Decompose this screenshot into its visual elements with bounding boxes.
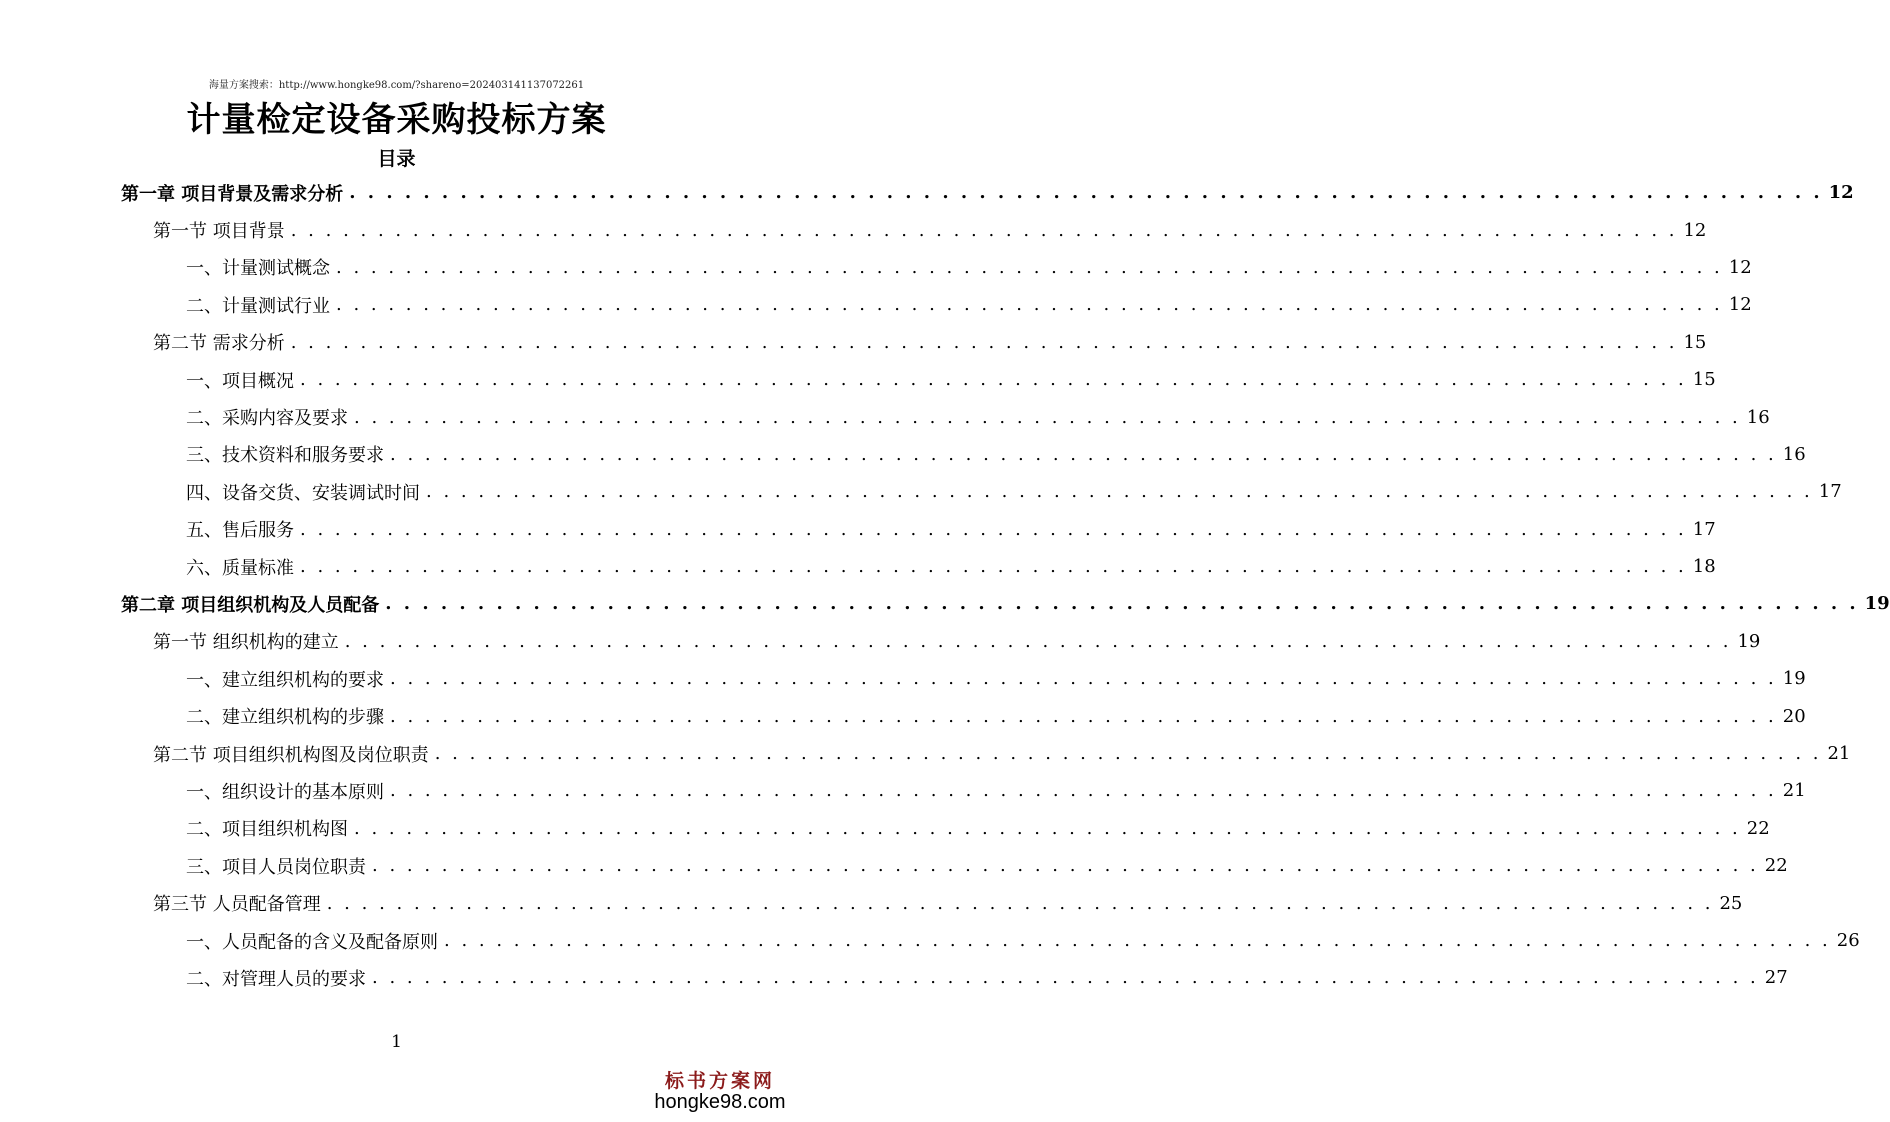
toc-item-row[interactable] [0,249,1752,286]
toc-entry-label: 一、人员配备的含义及配备原则 [186,931,438,953]
toc-entry-label: 第二节 需求分析 [153,333,285,355]
toc-section-row[interactable] [0,211,1707,248]
toc-entry-page: 17 [1818,481,1842,503]
toc-item-row[interactable] [0,922,1860,959]
toc-entry-label: 第一章 项目背景及需求分析 [121,183,344,205]
toc-leader-dots: . . . . . . . . . . . . . . . . . . . . . . . . . . . . . . . . . . . . . . . . . . . . . . . . . . . . . . . . . . . . . . . . . . . . . . . . . . . . . . . . [300,518,1687,540]
toc-entry-page: 20 [1782,705,1806,727]
toc-entry-label: 二、计量测试行业 [186,295,330,317]
toc-entry-page: 16 [1782,443,1806,465]
toc-item-row[interactable] [0,548,1716,585]
toc-entry-page: 21 [1827,743,1851,765]
watermark-cn-text: 标书方案网 [664,1070,775,1092]
toc-entry-page: 12 [1728,256,1752,278]
toc-entry-label: 第二节 项目组织机构图及岗位职责 [153,744,429,766]
watermark-logo [650,1066,790,1114]
toc-item-row[interactable] [0,847,1788,884]
toc-entry-label: 一、组织设计的基本原则 [186,781,384,803]
toc-entry-page: 16 [1746,406,1770,428]
toc-leader-dots: . . . . . . . . . . . . . . . . . . . . . . . . . . . . . . . . . . . . . . . . . . . . . . . . . . . . . . . . . . . . . . . . . . . . . . . . . . . . . . . . [326,892,1714,914]
toc-chapter-row[interactable] [0,585,1890,622]
toc-entry-page: 27 [1764,967,1788,989]
toc-section-row[interactable] [0,735,1851,772]
toc-entry-label: 五、售后服务 [186,520,294,542]
toc-leader-dots: . . . . . . . . . . . . . . . . . . . . . . . . . . . . . . . . . . . . . . . . . . . . . . . . . . . . . . . . . . . . . . . . . . . . . . . . . . . . . . . . [434,743,1822,765]
toc-entry-label: 二、建立组织机构的步骤 [186,707,384,729]
toc-entry-page: 25 [1719,892,1743,914]
toc-item-row[interactable] [0,511,1716,548]
table-of-contents [0,174,1890,997]
toc-item-row[interactable] [0,660,1806,697]
toc-entry-label: 四、设备交货、安装调试时间 [186,482,420,504]
watermark-en-text: hongke98.com [654,1091,786,1113]
toc-entry-page: 18 [1692,556,1716,578]
toc-entry-label: 二、对管理人员的要求 [186,968,366,990]
toc-entry-page: 22 [1764,855,1788,877]
toc-item-row[interactable] [0,697,1806,734]
toc-entry-page: 19 [1864,593,1890,615]
toc-entry-label: 三、项目人员岗位职责 [186,856,366,878]
toc-entry-label: 第一节 组织机构的建立 [153,632,339,654]
toc-entry-label: 二、采购内容及要求 [186,408,348,430]
toc-chapter-row[interactable] [0,174,1854,211]
toc-entry-page: 19 [1782,668,1806,690]
toc-leader-dots: . . . . . . . . . . . . . . . . . . . . . . . . . . . . . . . . . . . . . . . . . . . . . . . . . . . . . . . . . . . . . . . . . . . . . . . . . . . . . . . . [390,443,1777,465]
toc-leader-dots: . . . . . . . . . . . . . . . . . . . . . . . . . . . . . . . . . . . . . . . . . . . . . . . . . . . . . . . . . . . . . . . . . . . . . . . . . . . . . . . . [390,780,1777,802]
toc-entry-label: 二、项目组织机构图 [186,819,348,841]
toc-entry-page: 22 [1746,817,1770,839]
toc-entry-label: 一、计量测试概念 [186,258,330,280]
toc-entry-page: 12 [1683,219,1707,241]
toc-entry-page: 17 [1692,518,1716,540]
toc-leader-dots: . . . . . . . . . . . . . . . . . . . . . . . . . . . . . . . . . . . . . . . . . . . . . . . . . . . . . . . . . . . . . . . . . . . . . . . . . . . . . . . . [426,481,1813,503]
toc-entry-page: 15 [1692,369,1716,391]
toc-leader-dots: . . . . . . . . . . . . . . . . . . . . . . . . . . . . . . . . . . . . . . . . . . . . . . . . . . . . . . . . . . . . . . . . . . . . . . . . . . . . . . . . [372,967,1759,989]
toc-section-row[interactable] [0,324,1707,361]
toc-leader-dots: . . . . . . . . . . . . . . . . . . . . . . . . . . . . . . . . . . . . . . . . . . . . . . . . . . . . . . . . . . . . . . . . . . . . . . . . . . . . . . . . [336,294,1723,316]
toc-entry-page: 21 [1782,780,1806,802]
toc-item-row[interactable] [0,772,1806,809]
toc-leader-dots: . . . . . . . . . . . . . . . . . . . . . . . . . . . . . . . . . . . . . . . . . . . . . . . . . . . . . . . . . . . . . . . . . . . . . . . . . . . . . . . . [336,256,1723,278]
toc-heading: 目录 [377,148,416,170]
toc-leader-dots: . . . . . . . . . . . . . . . . . . . . . . . . . . . . . . . . . . . . . . . . . . . . . . . . . . . . . . . . . . . . . . . . . . . . . . . . . . . . . . . . [300,556,1687,578]
toc-leader-dots: . . . . . . . . . . . . . . . . . . . . . . . . . . . . . . . . . . . . . . . . . . . . . . . . . . . . . . . . . . . . . . . . . . . . . . . . . . . . . . . . [372,855,1759,877]
toc-leader-dots: . . . . . . . . . . . . . . . . . . . . . . . . . . . . . . . . . . . . . . . . . . . . . . . . . . . . . . . . . . . . . . . . . . . . . . . . . . . . . . . . [300,369,1687,391]
toc-entry-label: 三、技术资料和服务要求 [186,445,384,467]
toc-leader-dots: . . . . . . . . . . . . . . . . . . . . . . . . . . . . . . . . . . . . . . . . . . . . . . . . . . . . . . . . . . . . . . . . . . . . . . . . . . . . . . . . [390,668,1777,690]
toc-leader-dots: . . . . . . . . . . . . . . . . . . . . . . . . . . . . . . . . . . . . . . . . . . . . . . . . . . . . . . . . . . . . . . . . . . . . . . . . . . . . . . . . [444,930,1831,951]
toc-entry-page: 19 [1737,630,1761,652]
toc-item-row[interactable] [0,436,1806,473]
toc-leader-dots: . . . . . . . . . . . . . . . . . . . . . . . . . . . . . . . . . . . . . . . . . . . . . . . . . . . . . . . . . . . . . . . . . . . . . . . . . . . . . . . . [354,406,1741,428]
toc-entry-label: 六、质量标准 [186,557,294,579]
toc-entry-label: 第一节 项目背景 [153,221,285,243]
toc-leader-dots: . . . . . . . . . . . . . . . . . . . . . . . . . . . . . . . . . . . . . . . . . . . . . . . . . . . . . . . . . . . . . . . . . . . . . . . . . . . . . . . . [390,705,1777,727]
toc-entry-page: 15 [1683,331,1707,353]
toc-item-row[interactable] [0,398,1770,435]
toc-leader-dots: . . . . . . . . . . . . . . . . . . . . . . . . . . . . . . . . . . . . . . . . . . . . . . . . . . . . . . . . . . . . . . . . . . . . . . . . . . . . . . . . [354,817,1741,839]
toc-leader-dots: . . . . . . . . . . . . . . . . . . . . . . . . . . . . . . . . . . . . . . . . . . . . . . . . . . . . . . . . . . . . . . . . . . . . . . . . . . . . . . . . [290,219,1678,241]
toc-entry-page: 12 [1728,294,1752,316]
toc-item-row[interactable] [0,959,1788,996]
toc-entry-label: 第二章 项目组织机构及人员配备 [121,594,380,616]
toc-section-row[interactable] [0,884,1743,921]
toc-entry-label: 第三节 人员配备管理 [153,894,321,916]
toc-entry-label: 一、项目概况 [186,370,294,392]
page-number: 1 [391,1032,402,1052]
toc-leader-dots: . . . . . . . . . . . . . . . . . . . . . . . . . . . . . . . . . . . . . . . . . . . . . . . . . . . . . . . . . . . . . . . . . . . . . . . . . . . . . . . . [344,630,1732,652]
toc-item-row[interactable] [0,473,1842,510]
toc-leader-dots: . . . . . . . . . . . . . . . . . . . . . . . . . . . . . . . . . . . . . . . . . . . . . . . . . . . . . . . . . . . . . . . . . . . . . . . . . . . . . . . . [290,331,1678,353]
header-url: 海量方案搜索：http://www.hongke98.com/?shareno=202403141137072261 [208,80,585,91]
toc-leader-dots: . . . . . . . . . . . . . . . . . . . . . . . . . . . . . . . . . . . . . . . . . . . . . . . . . . . . . . . . . . . . . . . . . . . . . . . . . . . . . . . . [385,593,1859,615]
toc-entry-page: 26 [1836,930,1860,951]
toc-entry-label: 一、建立组织机构的要求 [186,669,384,691]
toc-item-row[interactable] [0,361,1716,398]
toc-leader-dots: . . . . . . . . . . . . . . . . . . . . . . . . . . . . . . . . . . . . . . . . . . . . . . . . . . . . . . . . . . . . . . . . . . . . . . . . . . . . . . . . [349,182,1823,204]
toc-entry-page: 12 [1828,182,1854,204]
toc-item-row[interactable] [0,286,1752,323]
toc-section-row[interactable] [0,623,1761,660]
toc-item-row[interactable] [0,810,1770,847]
document-title: 计量检定设备采购投标方案 [186,100,607,140]
